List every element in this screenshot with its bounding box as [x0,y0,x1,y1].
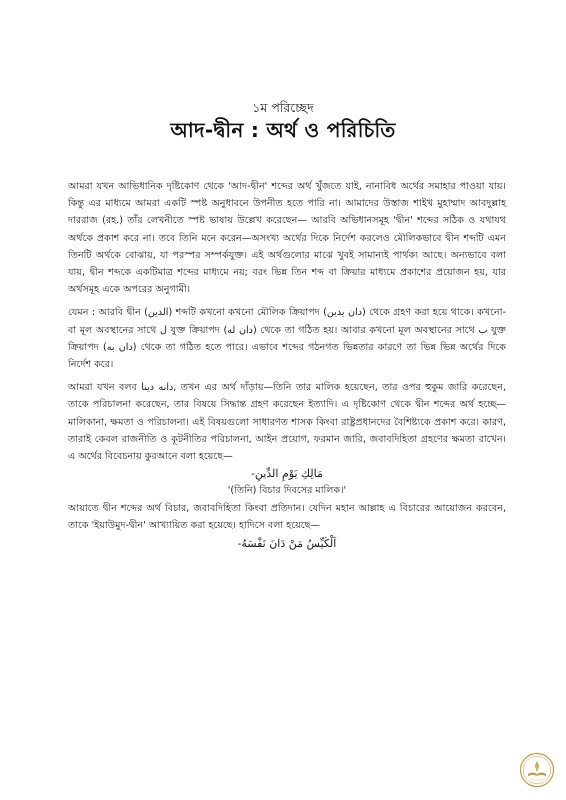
paragraph-1: আমরা যখন আভিধানিক দৃষ্টিকোণ থেকে 'আদ-দ্বীন' শব্দের অর্থ খুঁজতে যাই, নানাবিধ অর্থের সমাহার পাওয়া যায়। কিন্তু এর মাধ্যমে আমরা একটি স্পষ্ট অনুধাবনে উপনীত হতে পারি না। আমাদের উস্তাজ শাইখ মুহাম্মাদ আবদুল্লাহ দাররাজ (রহ.) তাঁর লেখনীতে স্পষ্ট ভাষায় উল্লেখ করেছেন— আরবি অভিধানসমূহ 'দ্বীন' শব্দের সঠিক ও যথাযথ অর্থকে প্রকাশ করে না। তবে তিনি মনে করেন—অসংখ্য অর্থের দিকে নির্দেশ করলেও মৌলিকভাবে দ্বীন শব্দটি এমন তিনটি অর্থকে বোঝায়, যা পরস্পর সম্পর্কযুক্ত। এই অর্থগুলোর মাঝে খুবই সামান্যই পার্থক্য আছে। অন্যভাবে বলা যায়, দ্বীন শব্দকে একটিমাত্র শব্দের মাধ্যমে নয়; বরং ভিন্ন তিন শব্দ বা ক্রিয়ার মাধ্যমে প্রকাশের প্রয়োজন হয়, যার অর্থসমূহ একে অপরের অনুগামী। [68,181,506,296]
paragraph-2: যেমন : আরবি দ্বীন (الدين) শব্দটি কখনো কখনো মৌলিক ক্রিয়াপদ (دان يدين) থেকে গ্রহণ করা হয়ে থাকে। কখনো-বা মূল অবস্থানের সাথে ل যুক্ত ক্রিয়াপদ (دان له) থেকে তা গঠিত হয়। আবার কখনো মূল অবস্থানের সাথে ب যুক্ত ক্রিয়াপদ (دان به) থেকে তা গঠিত হতে পারে। এভাবে শব্দের গঠনগত ভিন্নতার কারণে তা ভিন্ন ভিন্ন অর্থের দিকে নির্দেশ করে। [68,307,507,371]
publisher-logo [519,752,555,788]
paragraph-4: আয়াতে দ্বীন শব্দের অর্থ বিচার, জবাবদিহিতা কিংবা প্রতিদান। যেদিন মহান আল্লাহ এ বিচারের আয়োজন করবেন, তাকে 'ইয়াউমুদ-দ্বীন' আখ্যায়িত করা হয়েছে। হাদিসে বলা হয়েছে— [68,503,506,532]
quran-verse-translation: '(তিনি) বিচার দিবসের মালিক।' [227,485,347,497]
hadith-arabic: اَلْكَيِّسُ مَنْ دَانَ نَفْسَهُ- [237,536,337,550]
quran-verse-arabic: مَالِكِ يَوْمِ الدِّينِ- [251,467,323,481]
body-text [68,178,506,552]
paragraph-3: আমরা যখন বলব دانه دينا, তখন এর অর্থ দাঁড়ায়—তিনি তার মালিক হয়েছেন, তার ওপর হুকুম জারি করেছেন, তাকে পরিচালনা করেছেন, তার বিষয়ে সিদ্ধান্ত গ্রহণ করেছেন ইত্যাদি। এ দৃষ্টিকোণ থেকে দ্বীন শব্দের অর্থ হচ্ছে—মালিকানা, ক্ষমতা ও পরিচালনা। এই বিষয়গুলো সাধারণত শাসক কিংবা রাষ্ট্রপ্রধানদের বৈশিষ্ট্যকে প্রকাশ করে। কারণ, তারাই কেবল রাজনীতি ও কূটনীতির পরিচালনা, আইন প্রয়োগ, ফরমান জারি, জবাবদিহিতা গ্রহণের ক্ষমতা রাখেন। এ অর্থের বিবেচনায় কুরআনে বলা হয়েছে— [68,382,507,463]
page-title: আদ-দ্বীন : অর্থ ও পরিচিতি [170,118,396,142]
book-pen-icon [519,752,555,788]
chapter-label: ১ম পরিচ্ছেদ [252,100,314,115]
